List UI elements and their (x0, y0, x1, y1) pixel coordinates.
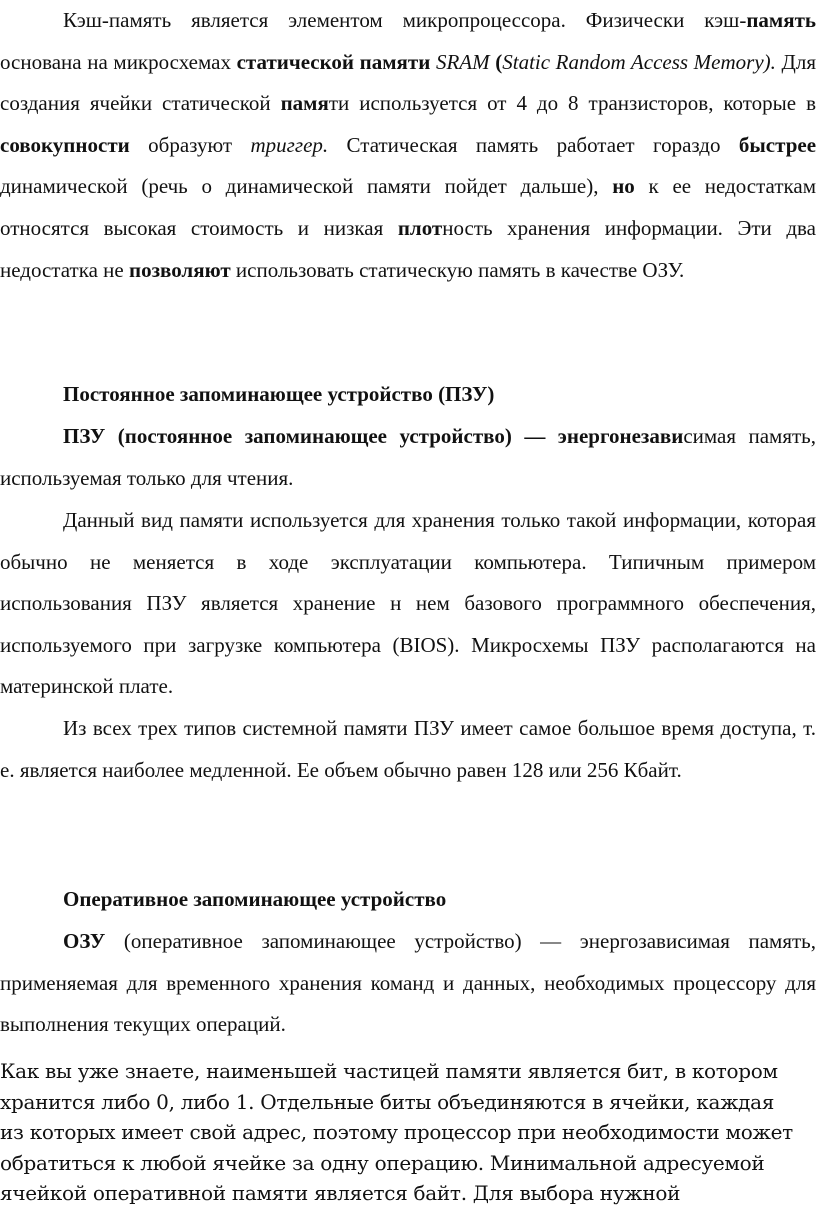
text-run: Статическая память работает гораздо (328, 132, 739, 157)
bold-run: памя (280, 91, 329, 116)
rom-definition-paragraph (0, 416, 816, 499)
text-run: ность хранения информации. Эти два недостатка не (0, 215, 816, 282)
ram-section-heading: Оперативное запоминающее устройство (63, 887, 447, 911)
bold-run: статической памяти (236, 49, 431, 74)
text-run: основана на микросхемах (0, 49, 237, 74)
rom-section-heading: Постоянное запоминающее устройство (ПЗУ) (63, 382, 495, 406)
bold-run: быстрее (738, 132, 816, 157)
ram-definition-paragraph (0, 921, 816, 1046)
text-run: Кэш-память является элементом микропроцессора. Физически кэш- (63, 8, 747, 32)
bold-run: память (746, 8, 816, 32)
rom-speed-paragraph: Из всех трех типов системной памяти ПЗУ имеет самое большое время доступа, т. е. является наиболее медленной. Ее объем обычно равен 128 или 256 Кбайт. (0, 716, 816, 782)
bold-run: ПЗУ (постоянное запоминающее устройство) — энергонезави (63, 424, 684, 448)
text-run: симая память, используемая только для чтения. (0, 424, 816, 490)
italic-run: Static Random Access Memory). (502, 49, 776, 74)
text-run: использовать статическую память в качестве ОЗУ. (230, 257, 685, 282)
rom-usage-paragraph: Данный вид памяти используется для хранения только такой информации, которая обычно не меняется в ходе эксплуатации компьютера. Типичным примером использования ПЗУ является хранение н нем базового программного обеспечения, используемого при загрузке компьютера (BIOS). Микросхемы ПЗУ располагаются на материнской плате. (0, 508, 816, 699)
bold-run: плот (397, 215, 443, 240)
memory-cells-paragraph: Как вы уже знаете, наименьшей частицей памяти является бит, в котором хранится либо 0, либо 1. Отдельные биты объединяются в ячейки, каждая из которых имеет свой адрес, поэтому процессор при необходимости может обратиться к любой ячейке за одну операцию. Минимальной адресуемой ячейкой оперативной памяти является байт. Для выбора нужной (0, 1059, 793, 1205)
bold-run: но (612, 174, 635, 199)
bold-run: позволяют (128, 257, 231, 282)
text-run: к ее недостаткам относятся высокая стоимость и низкая (0, 174, 816, 240)
italic-run: SRAM (435, 49, 490, 74)
text-run: динамической (речь о динамической памяти пойдет дальше), (0, 174, 613, 199)
text-run: (оперативное запоминающее устройство) — энергозависимая память, применяемая для временного хранения команд и данных, необходимых процессору для выполнения текущих операций. (0, 929, 816, 1037)
bold-run: совокупности (0, 132, 130, 157)
italic-run: триггер. (250, 132, 329, 157)
cache-paragraph (0, 0, 816, 291)
text-run: Для создания ячейки статической (0, 49, 816, 116)
bold-run: ( (495, 49, 503, 74)
text-run: ти используется от 4 до 8 транзисторов, которые в (328, 91, 816, 116)
bold-run: ОЗУ (63, 929, 106, 953)
text-run: образуют (129, 132, 251, 157)
